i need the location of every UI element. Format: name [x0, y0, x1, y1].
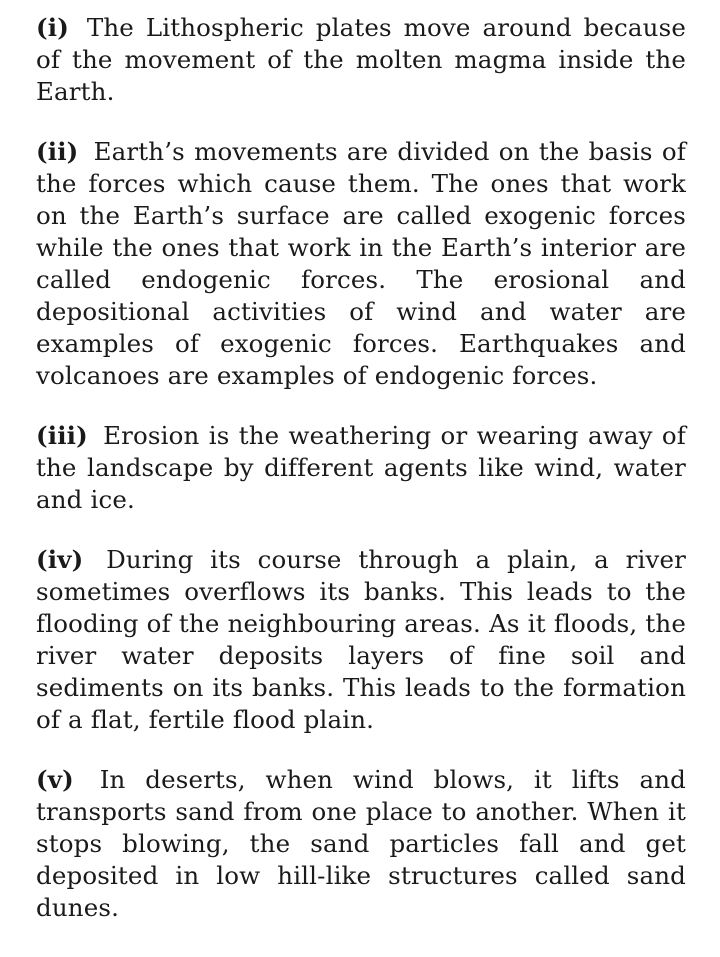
answer-paragraph-iii — [36, 420, 686, 516]
answer-number: (ii) — [36, 137, 79, 166]
answer-text: Erosion is the weathering or wearing away of the landscape by different agents like wind, water and ice. — [36, 421, 686, 514]
answer-paragraph-i — [36, 12, 686, 108]
answer-text: Earth’s movements are divided on the basis of the forces which cause them. The ones that work on the Earth’s surface are called exogenic forces while the ones that work in the Earth’s interior are called endogenic forces. The erosional and depositional activities of wind and water are examples of exogenic forces. Earthquakes and volcanoes are examples of endogenic forces. — [36, 137, 686, 390]
answer-number: (iii) — [36, 421, 88, 450]
answer-text: In deserts, when wind blows, it lifts and transports sand from one place to another. When it stops blowing, the sand particles fall and get deposited in low hill-like structures called sand dunes. — [36, 765, 686, 922]
answer-paragraph-v — [36, 764, 686, 924]
answer-text: The Lithospheric plates move around because of the movement of the molten magma inside the Earth. — [36, 13, 686, 106]
answer-text: During its course through a plain, a river sometimes overflows its banks. This leads to the flooding of the neighbouring areas. As it floods, the river water deposits layers of fine soil and sediments on its banks. This leads to the formation of a flat, fertile flood plain. — [36, 545, 686, 734]
answer-number: (i) — [36, 13, 69, 42]
answer-paragraph-iv — [36, 544, 686, 736]
answer-paragraph-ii — [36, 136, 686, 392]
answer-number: (v) — [36, 765, 74, 794]
answer-number: (iv) — [36, 545, 84, 574]
